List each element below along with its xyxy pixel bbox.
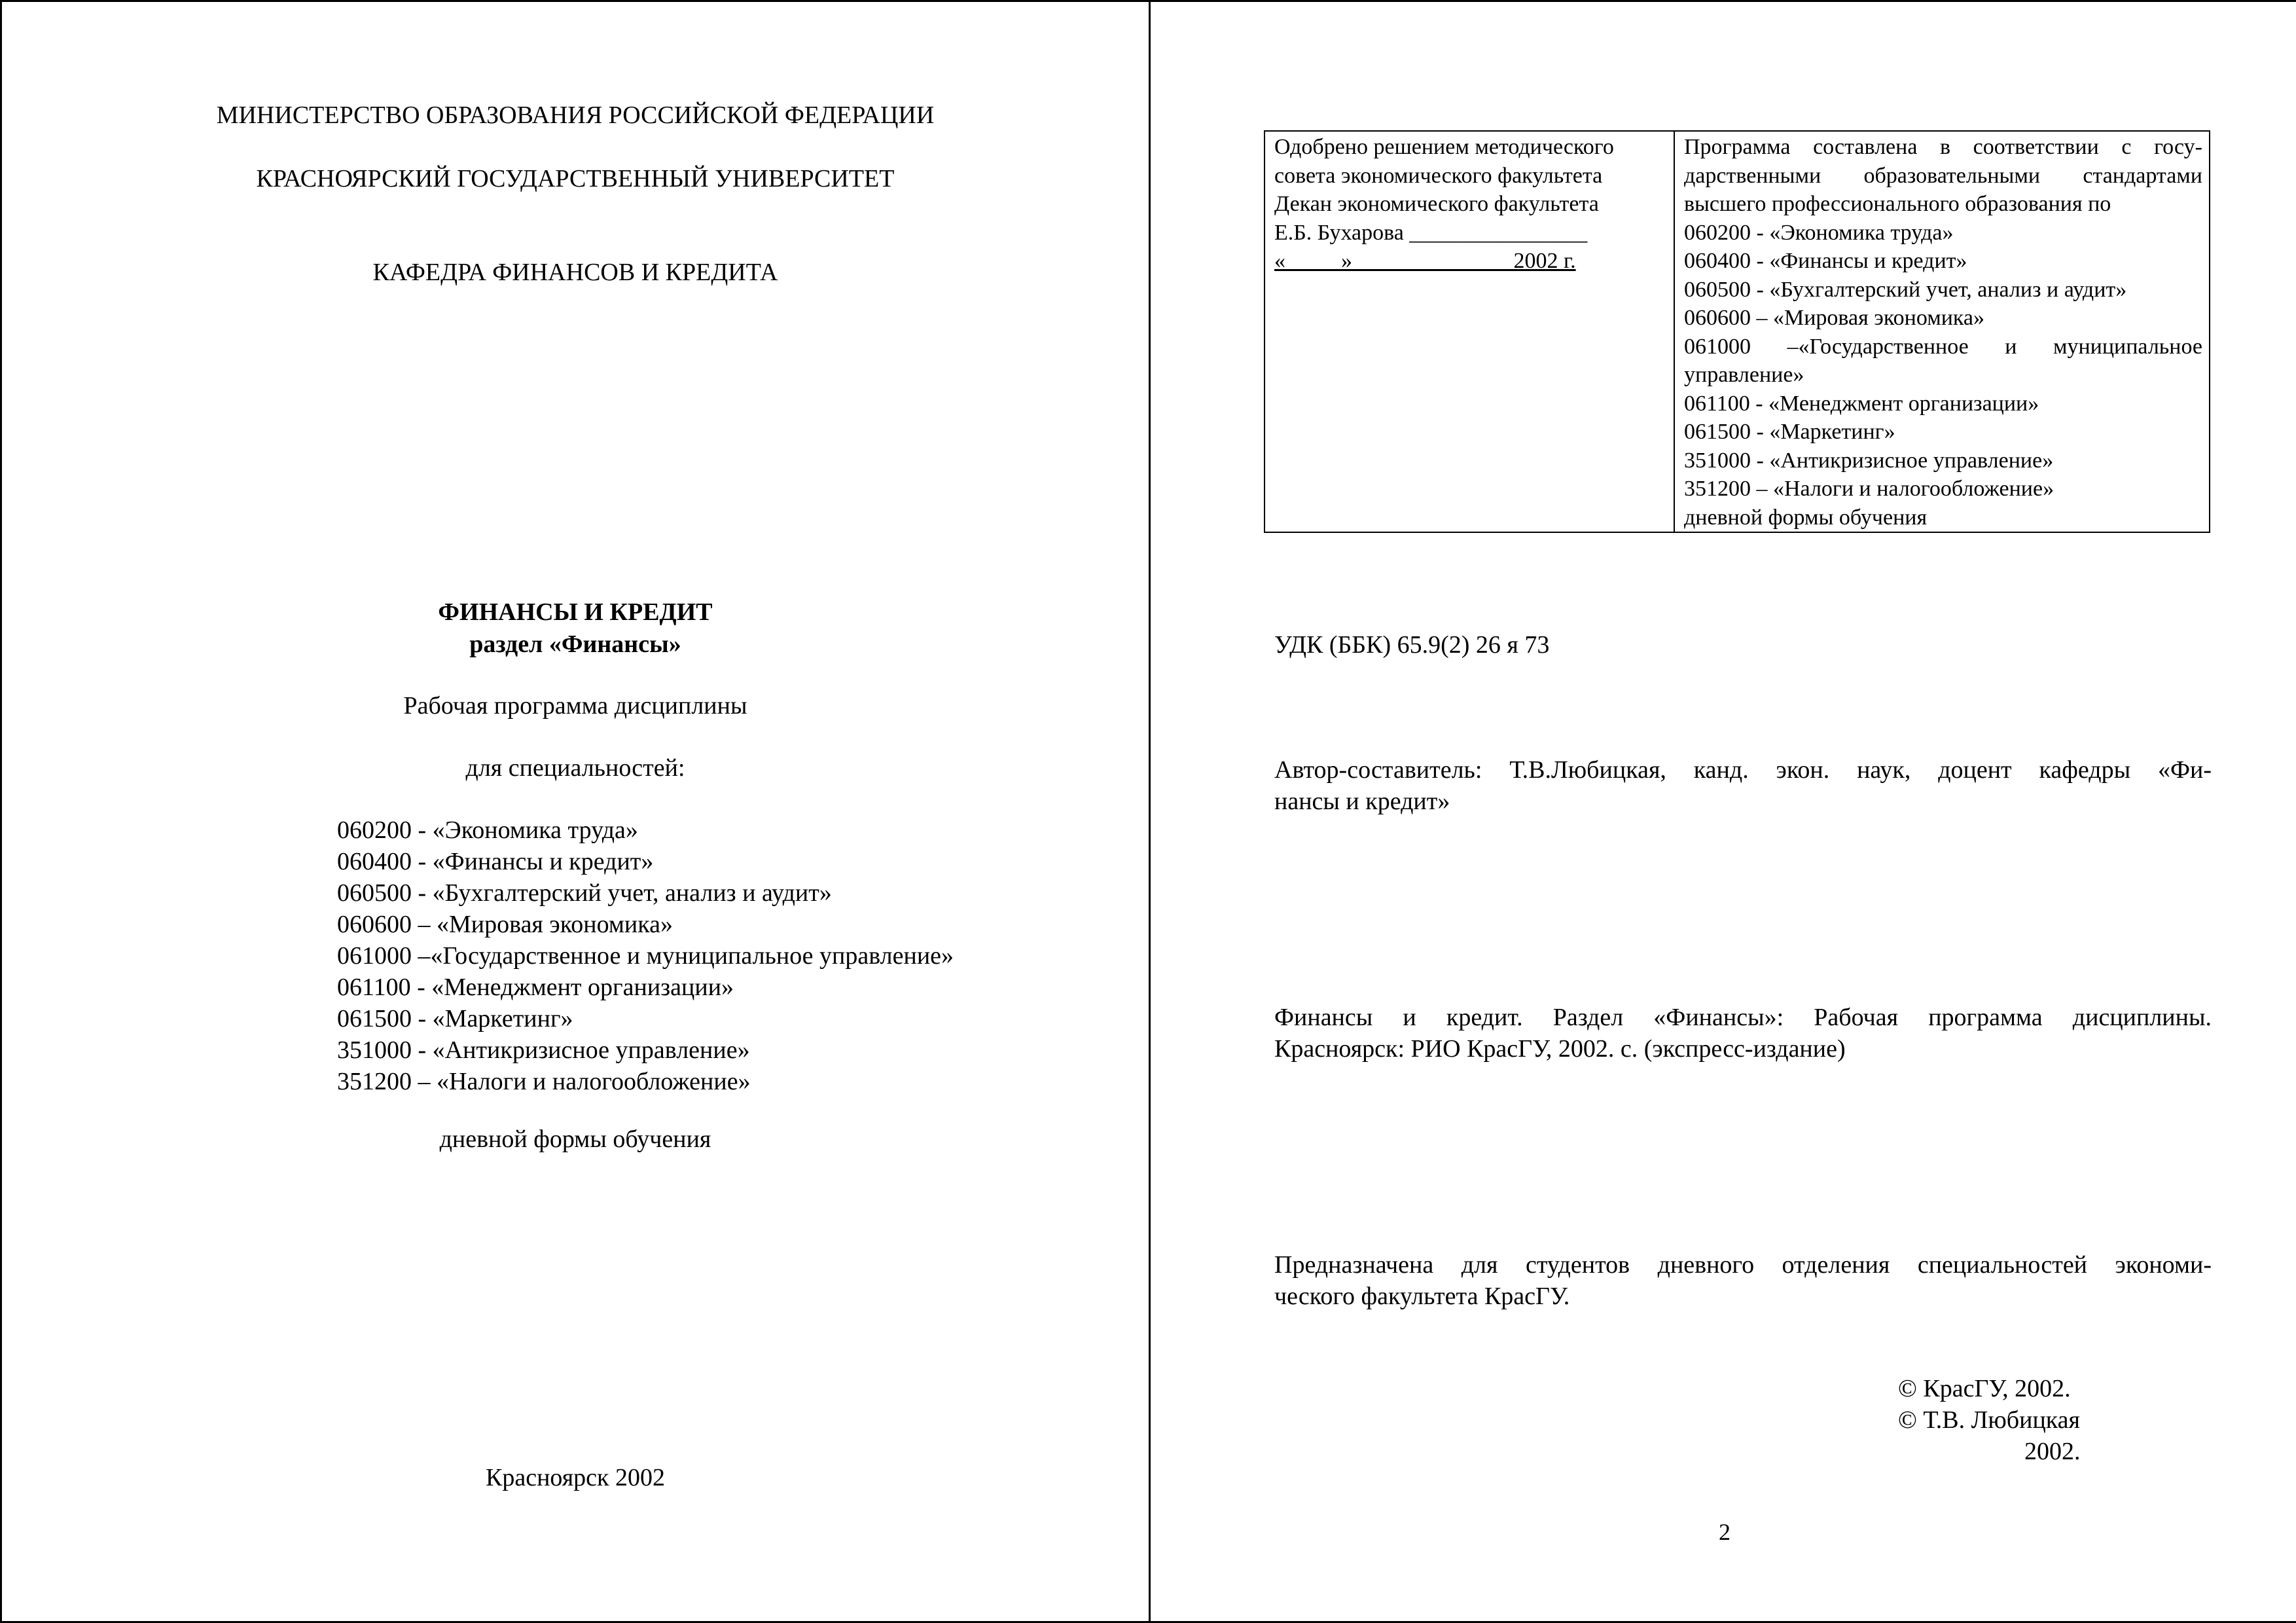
citation-line: Красноярск: РИО КрасГУ, 2002. с. (экспресс-издание) (1274, 1035, 1846, 1063)
copyright-university: © КрасГУ, 2002. (1898, 1375, 2071, 1402)
approval-line: Декан экономического факультета (1274, 192, 1599, 216)
ministry-heading: МИНИСТЕРСТВО ОБРАЗОВАНИЯ РОССИЙСКОЙ ФЕДЕРАЦИИ (216, 101, 935, 129)
list-item: 060500 - «Бухгалтерский учет, анализ и аудит» (337, 879, 832, 907)
page-divider (1149, 2, 1151, 1621)
udc-code: УДК (ББК) 65.9(2) 26 я 73 (1274, 631, 1550, 659)
program-type: Рабочая программа дисциплины (403, 692, 747, 720)
approval-table (1264, 130, 2210, 533)
title-page (2, 2, 1149, 1621)
for-specialties-label: для специальностей: (465, 754, 685, 782)
list-item: 351200 – «Налоги и налогообложение» (337, 1068, 751, 1095)
standards-line: высшего профессионального образования по (1684, 192, 2111, 216)
list-item: 351000 - «Антикризисное управление» (1684, 448, 2054, 473)
list-item: дневной формы обучения (1684, 505, 1928, 530)
university-heading: КРАСНОЯРСКИЙ ГОСУДАРСТВЕННЫЙ УНИВЕРСИТЕТ (256, 165, 895, 192)
list-item: 061500 - «Маркетинг» (337, 1005, 573, 1032)
list-item: 351200 – «Налоги и налогообложение» (1684, 477, 2054, 501)
specialties-list (337, 814, 954, 1097)
approval-cell (1265, 131, 1674, 532)
purpose-line: Предназначена для студентов дневного отделения специальностей экономи- (1274, 1251, 2212, 1279)
department-heading: КАФЕДРА ФИНАНСОВ И КРЕДИТА (372, 259, 778, 286)
list-item: 060600 – «Мировая экономика» (337, 911, 673, 938)
page-number: 2 (1719, 1519, 1731, 1545)
approval-date-line: « ____ »______________ 2002 г. (1274, 249, 1576, 273)
document-title: ФИНАНСЫ И КРЕДИТ (438, 598, 713, 626)
standards-line: Программа составлена в соответствии с госу- (1684, 135, 2202, 159)
approval-line: Одобрено решением методического (1274, 135, 1614, 159)
list-item: 061500 - «Маркетинг» (1684, 420, 1895, 444)
list-item: 060200 - «Экономика труда» (337, 816, 638, 844)
list-item: 060600 – «Мировая экономика» (1684, 306, 1984, 330)
citation-line: Финансы и кредит. Раздел «Финансы»: Рабочая программа дисциплины. (1274, 1004, 2212, 1031)
list-item: 061000 –«Государственное и муниципальное управление» (337, 942, 954, 970)
list-item: 060200 - «Экономика труда» (1684, 220, 1954, 245)
approval-line: совета экономического факультета (1274, 163, 1603, 188)
list-item: 060400 - «Финансы и кредит» (337, 848, 654, 875)
author-line: Автор-составитель: Т.В.Любицкая, канд. экон. наук, доцент кафедры «Фи- (1274, 756, 2212, 784)
standards-cell (1674, 131, 2210, 532)
dean-signature-line: Е.Б. Бухарова ________________ (1274, 220, 1588, 245)
standards-line: дарственными образовательными стандартами (1684, 163, 2202, 188)
city-year: Красноярск 2002 (486, 1464, 665, 1491)
list-item: 060500 - «Бухгалтерский учет, анализ и аудит» (1684, 277, 2127, 302)
list-item: 351000 - «Антикризисное управление» (337, 1036, 750, 1064)
copyright-author: © Т.В. Любицкая (1898, 1406, 2081, 1434)
purpose-line: ческого факультета КрасГУ. (1274, 1283, 1570, 1310)
copyright-year: 2002. (2024, 1438, 2081, 1465)
study-form: дневной формы обучения (439, 1125, 711, 1153)
list-item: управление» (1684, 363, 1804, 387)
list-item: 061100 - «Менеджмент организации» (337, 974, 734, 1001)
list-item: 061100 - «Менеджмент организации» (1684, 391, 2039, 416)
document-subtitle: раздел «Финансы» (469, 630, 681, 658)
author-line: нансы и кредит» (1274, 788, 1450, 815)
list-item: 061000 –«Государственное и муниципальное (1684, 334, 2202, 359)
list-item: 060400 - «Финансы и кредит» (1684, 249, 1967, 273)
table-row (1265, 131, 2210, 532)
imprint-page (1151, 2, 2296, 1621)
